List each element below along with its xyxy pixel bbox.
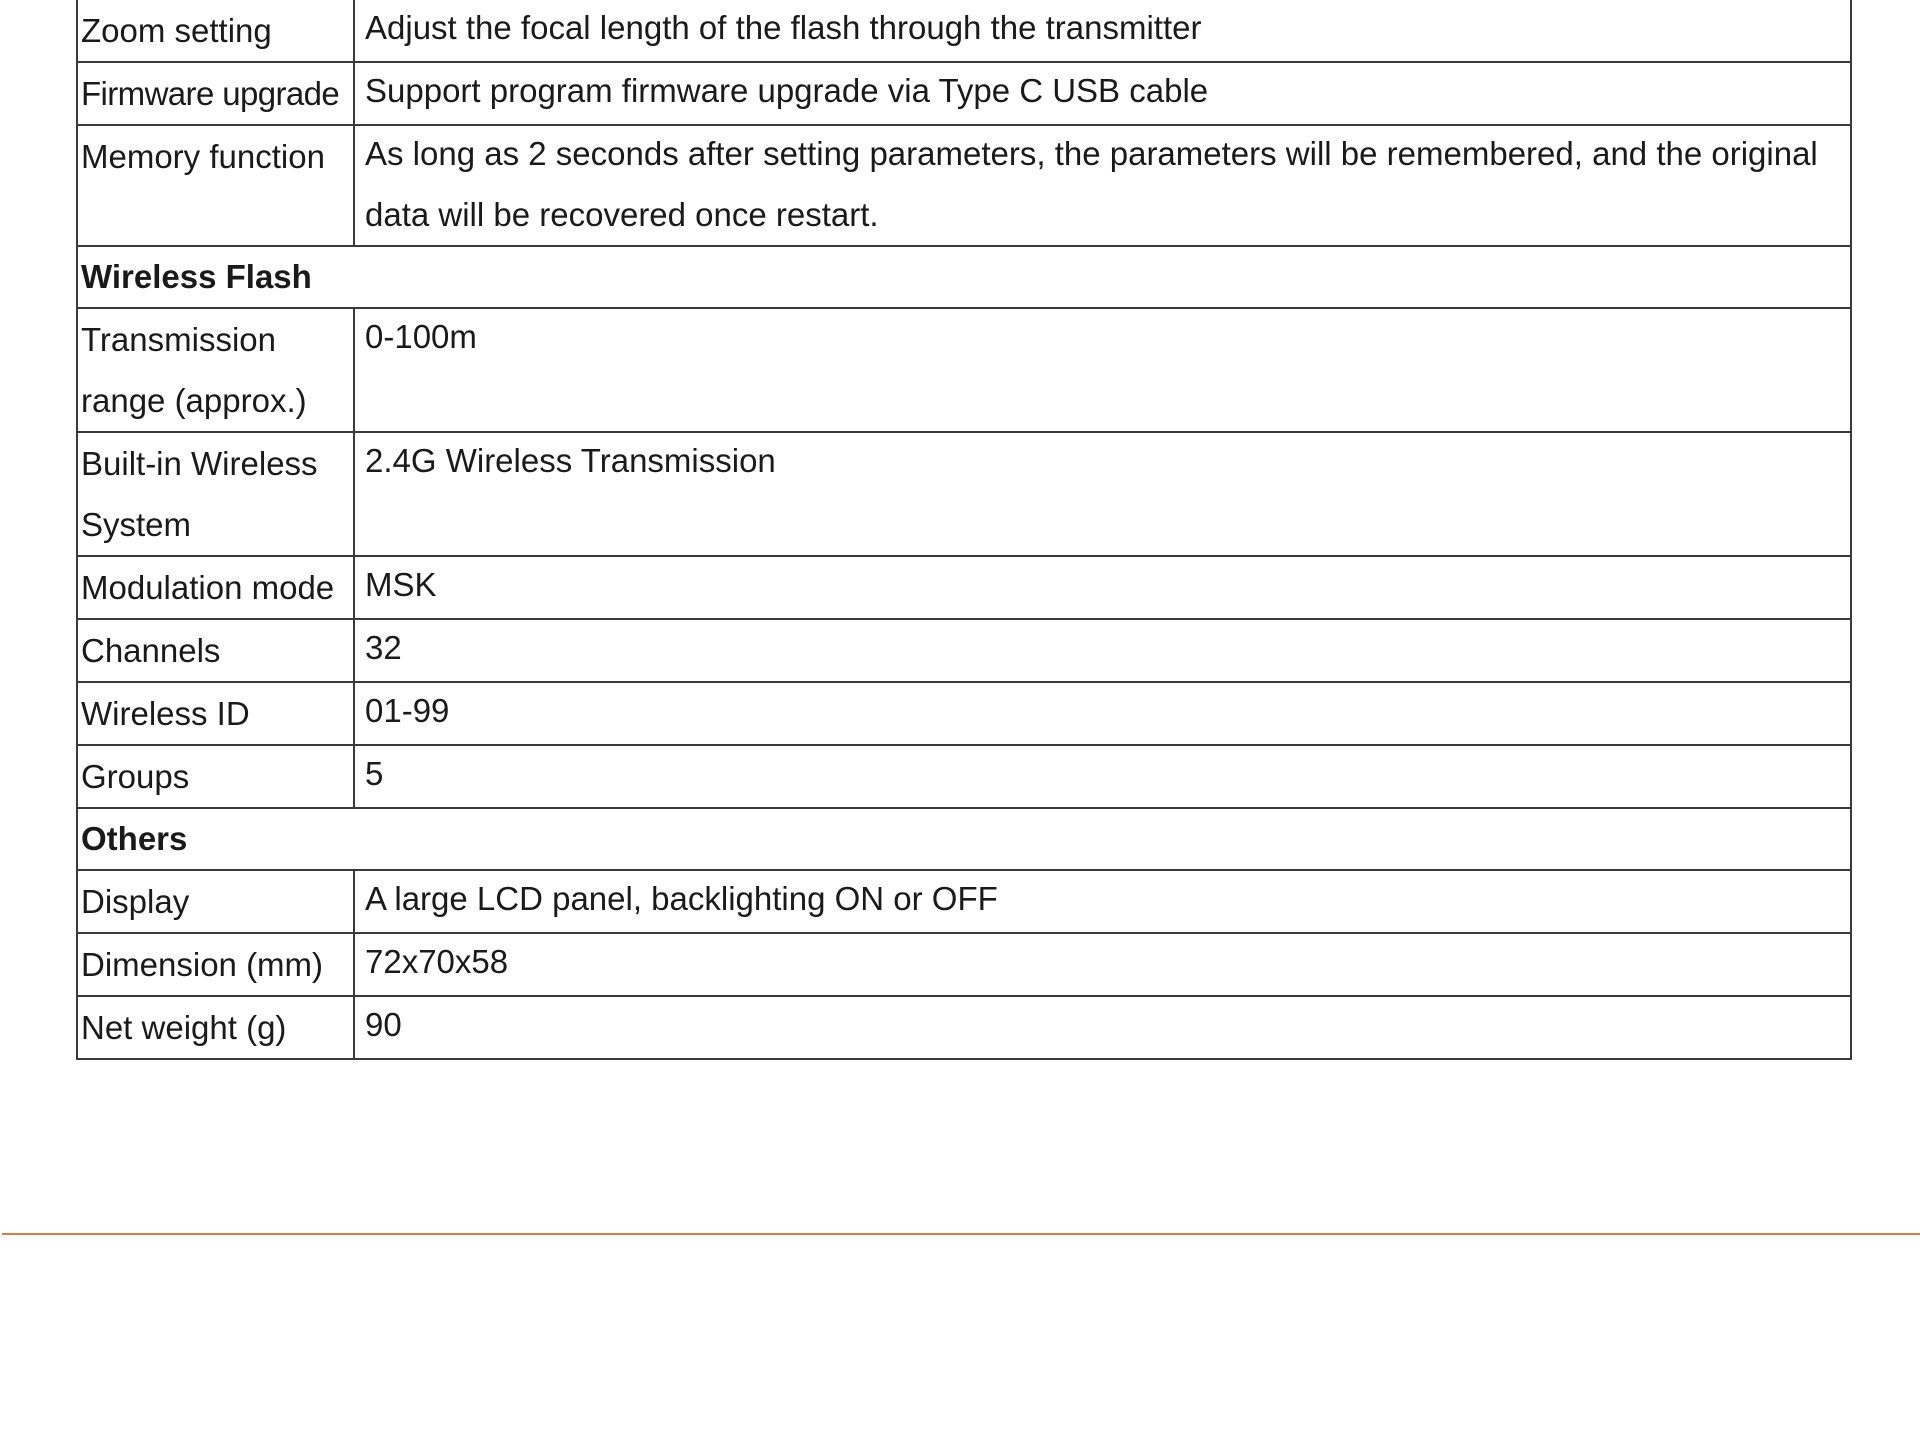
spec-label: Groups — [77, 745, 354, 808]
section-header-others — [77, 808, 1851, 870]
spec-value: A large LCD panel, backlighting ON or OFF — [354, 870, 1851, 933]
spec-value: As long as 2 seconds after setting parameters, the parameters will be remembered, and the original data will be recovered once restart. — [354, 125, 1851, 246]
spec-value: 0-100m — [354, 308, 1851, 432]
spec-value: Adjust the focal length of the flash through the transmitter — [354, 0, 1851, 62]
section-title: Wireless Flash — [77, 246, 1851, 308]
spec-value: 5 — [354, 745, 1851, 808]
spec-value: 32 — [354, 619, 1851, 682]
section-title: Others — [77, 808, 1851, 870]
footer-divider — [2, 1233, 1920, 1235]
spec-label: Channels — [77, 619, 354, 682]
spec-label: Zoom setting — [77, 0, 354, 62]
spec-label: Transmission range (approx.) — [77, 308, 354, 432]
spec-label: Modulation mode — [77, 556, 354, 619]
spec-row-memory-function — [77, 125, 1851, 246]
spec-row-net-weight — [77, 996, 1851, 1059]
spec-label: Memory function — [77, 125, 354, 246]
spec-label: Dimension (mm) — [77, 933, 354, 996]
spec-row-firmware-upgrade — [77, 62, 1851, 125]
section-header-wireless-flash — [77, 246, 1851, 308]
spec-label: Display — [77, 870, 354, 933]
spec-table — [76, 0, 1852, 1060]
spec-value: MSK — [354, 556, 1851, 619]
spec-row-modulation-mode — [77, 556, 1851, 619]
spec-label: Wireless ID — [77, 682, 354, 745]
spec-row-display — [77, 870, 1851, 933]
spec-row-wireless-system — [77, 432, 1851, 556]
spec-row-transmission-range — [77, 308, 1851, 432]
spec-value: 2.4G Wireless Transmission — [354, 432, 1851, 556]
spec-row-zoom-setting — [77, 0, 1851, 62]
spec-row-dimension — [77, 933, 1851, 996]
spec-row-groups — [77, 745, 1851, 808]
spec-value: 72x70x58 — [354, 933, 1851, 996]
spec-label: Built-in Wireless System — [77, 432, 354, 556]
spec-value: 01-99 — [354, 682, 1851, 745]
spec-value: 90 — [354, 996, 1851, 1059]
spec-label: Net weight (g) — [77, 996, 354, 1059]
spec-value: Support program firmware upgrade via Type C USB cable — [354, 62, 1851, 125]
spec-row-channels — [77, 619, 1851, 682]
spec-label: Firmware upgrade — [77, 62, 354, 125]
spec-row-wireless-id — [77, 682, 1851, 745]
